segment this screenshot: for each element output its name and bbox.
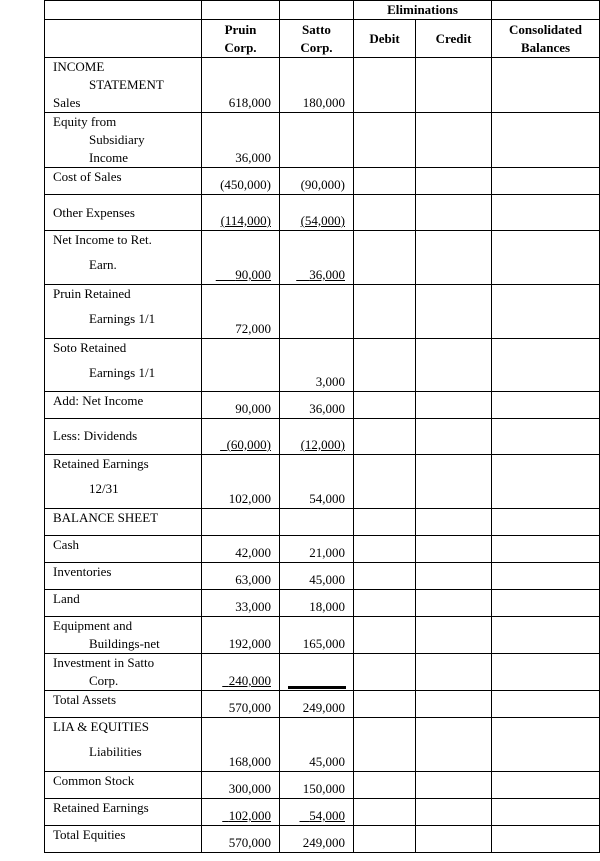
pruin-value: 72,000 [202, 285, 280, 339]
satto-value: 3,000 [280, 339, 354, 392]
satto-value: 54,000 [280, 455, 354, 509]
satto-value: (12,000) [280, 419, 354, 455]
row-label: Inventories [45, 563, 202, 590]
pruin-value: 90,000 [202, 392, 280, 419]
consolidation-worksheet [44, 0, 600, 853]
eliminations-header: Eliminations [354, 1, 492, 20]
satto-value: 36,000 [280, 231, 354, 285]
pruin-value: 102,000 [202, 799, 280, 826]
table-row [45, 339, 600, 392]
satto-value: (90,000) [280, 168, 354, 195]
satto-value: 36,000 [280, 392, 354, 419]
table-row [45, 826, 600, 853]
satto-value: 18,000 [280, 590, 354, 617]
satto-value: 180,000 [280, 58, 354, 113]
row-label: Common Stock [45, 772, 202, 799]
pruin-value [202, 339, 280, 392]
table-row [45, 691, 600, 718]
pruin-value: 33,000 [202, 590, 280, 617]
satto-value: 249,000 [280, 826, 354, 853]
row-label: Add: Net Income [45, 392, 202, 419]
row-label: Equity from Subsidiary Income [45, 113, 202, 168]
row-label: Soto Retained Earnings 1/1 [45, 339, 202, 392]
pruin-value: (60,000) [202, 419, 280, 455]
pruin-value: 168,000 [202, 718, 280, 772]
table-row [45, 168, 600, 195]
pruin-value: 570,000 [202, 826, 280, 853]
row-label: Cost of Sales [45, 168, 202, 195]
header-row-1 [45, 1, 600, 20]
row-label: Retained Earnings [45, 799, 202, 826]
satto-value [280, 113, 354, 168]
table-row [45, 509, 600, 536]
table-row [45, 419, 600, 455]
pruin-value: 42,000 [202, 536, 280, 563]
pruin-value: 240,000 [202, 654, 280, 691]
satto-header: Satto Corp. [280, 20, 354, 58]
satto-value: 165,000 [280, 617, 354, 654]
pruin-header: Pruin Corp. [202, 20, 280, 58]
pruin-value: (450,000) [202, 168, 280, 195]
pruin-value: (114,000) [202, 195, 280, 231]
pruin-value: 618,000 [202, 58, 280, 113]
section-heading: BALANCE SHEET [45, 509, 202, 536]
table-row [45, 113, 600, 168]
pruin-value: 90,000 [202, 231, 280, 285]
table-row [45, 772, 600, 799]
table-row [45, 195, 600, 231]
consolidated-header: Consolidated Balances [492, 20, 600, 58]
row-label: Equipment and Buildings-net [45, 617, 202, 654]
satto-value: 249,000 [280, 691, 354, 718]
pruin-value: 102,000 [202, 455, 280, 509]
table-row [45, 799, 600, 826]
row-label: Less: Dividends [45, 419, 202, 455]
row-label: Cash [45, 536, 202, 563]
table-row [45, 392, 600, 419]
row-label: Other Expenses [45, 195, 202, 231]
table-row [45, 718, 600, 772]
table-row [45, 285, 600, 339]
pruin-value: 63,000 [202, 563, 280, 590]
row-label: INCOME STATEMENT Sales [45, 58, 202, 113]
satto-value: 150,000 [280, 772, 354, 799]
table-row [45, 654, 600, 691]
row-label: Total Assets [45, 691, 202, 718]
table-row [45, 590, 600, 617]
pruin-value: 192,000 [202, 617, 280, 654]
satto-value: (54,000) [280, 195, 354, 231]
row-label: Pruin Retained Earnings 1/1 [45, 285, 202, 339]
satto-value [280, 654, 354, 691]
pruin-value: 570,000 [202, 691, 280, 718]
table-row [45, 455, 600, 509]
debit-header: Debit [354, 20, 416, 58]
table-row [45, 231, 600, 285]
satto-value: 21,000 [280, 536, 354, 563]
row-label: Net Income to Ret. Earn. [45, 231, 202, 285]
satto-value: 45,000 [280, 718, 354, 772]
header-row-2 [45, 20, 600, 58]
table-row [45, 536, 600, 563]
row-label: Investment in Satto Corp. [45, 654, 202, 691]
table-row [45, 58, 600, 113]
row-label: LIA & EQUITIES Liabilities [45, 718, 202, 772]
satto-value: 54,000 [280, 799, 354, 826]
row-label: Retained Earnings 12/31 [45, 455, 202, 509]
satto-value [280, 285, 354, 339]
row-label: Total Equities [45, 826, 202, 853]
table-row [45, 617, 600, 654]
row-label: Land [45, 590, 202, 617]
total-rule [288, 686, 346, 689]
pruin-value: 36,000 [202, 113, 280, 168]
satto-value: 45,000 [280, 563, 354, 590]
pruin-value: 300,000 [202, 772, 280, 799]
table-row [45, 563, 600, 590]
credit-header: Credit [416, 20, 492, 58]
